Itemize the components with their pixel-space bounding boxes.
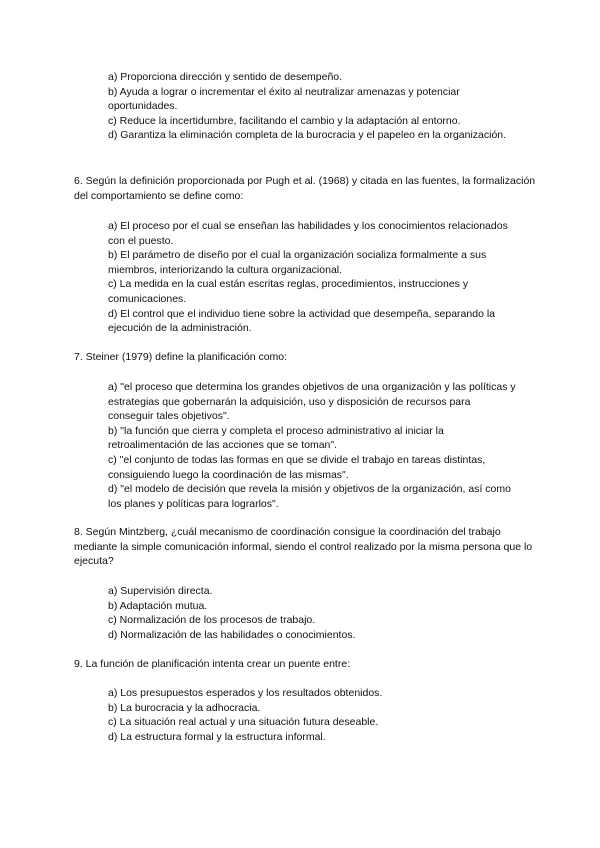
q9-option-b: b) La burocracia y la adhocracia. [108,701,261,714]
q7-option-a: a) "el proceso que determina los grandes objetivos de una organización y las políticas y estrategias que gobernarán la adquisición, uso y disposición de recursos para conseguir tales objetivos". [108,381,516,423]
q6-option-c: c) La medida en la cual están escritas reglas, procedimientos, instrucciones y comunicaciones. [108,278,469,305]
q8-question: 8. Según Mintzberg, ¿cuál mecanismo de coordinación consigue la coordinación del trabajo mediante la simple comunicación informal, siendo el control realizado por la misma persona que lo ejecuta? [74,526,533,568]
q6-options [108,219,518,336]
q9-option-a: a) Los presupuestos esperados y los resultados obtenidos. [108,687,383,699]
q6-option-b: b) El parámetro de diseño por el cual la organización socializa formalmente a sus miembros, interiorizando la cultura organizacional. [108,249,487,276]
q8-option-d: d) Normalización de las habilidades o conocimientos. [108,628,356,641]
q6-question: 6. Según la definición proporcionada por Pugh et al. (1968) y citada en las fuentes, la formalización del comportamiento se define como: [74,175,536,202]
q8-option-a: a) Supervisión directa. [108,585,213,597]
q9-option-d: d) La estructura formal y la estructura informal. [108,730,326,743]
q9-options [108,686,518,744]
q5-option-d: d) Garantiza la eliminación completa de la burocracia y el papeleo en la organización. [108,129,507,142]
q8-options [108,584,518,642]
q8-option-c: c) Normalización de los procesos de trabajo. [108,614,316,627]
q7-option-d: d) "el modelo de decisión que revela la misión y objetivos de la organización, así como los planes y políticas para lograrlos". [108,483,511,510]
q5-option-b: b) Ayuda a lograr o incrementar el éxito al neutralizar amenazas y potenciar oportunidades. [108,85,460,113]
q5-option-c: c) Reduce la incertidumbre, facilitando el cambio y la adaptación al entorno. [108,114,461,127]
q8-option-b: b) Adaptación mutua. [108,599,208,612]
q7-option-c: c) "el conjunto de todas las formas en que se divide el trabajo en tareas distintas, consiguiendo luego la coordinación de las mismas". [108,453,486,481]
q9-question: 9. La función de planificación intenta crear un puente entre: [74,658,351,670]
q5-options [108,70,518,143]
q6-option-a: a) El proceso por el cual se enseñan las habilidades y los conocimientos relacionados con el puesto. [108,220,508,247]
q7-option-b: b) "la función que cierra y completa el proceso administrativo al iniciar la retroalimentación de las acciones que se toman". [108,424,444,452]
q9-option-c: c) La situación real actual y una situación futura deseable. [108,716,379,729]
q7-options [108,380,518,511]
q7-question: 7. Steiner (1979) define la planificación como: [74,351,288,363]
q6-option-d: d) El control que el individuo tiene sobre la actividad que desempeña, separando la ejecución de la administración. [108,307,496,335]
q5-option-a: a) Proporciona dirección y sentido de desempeño. [108,71,343,83]
